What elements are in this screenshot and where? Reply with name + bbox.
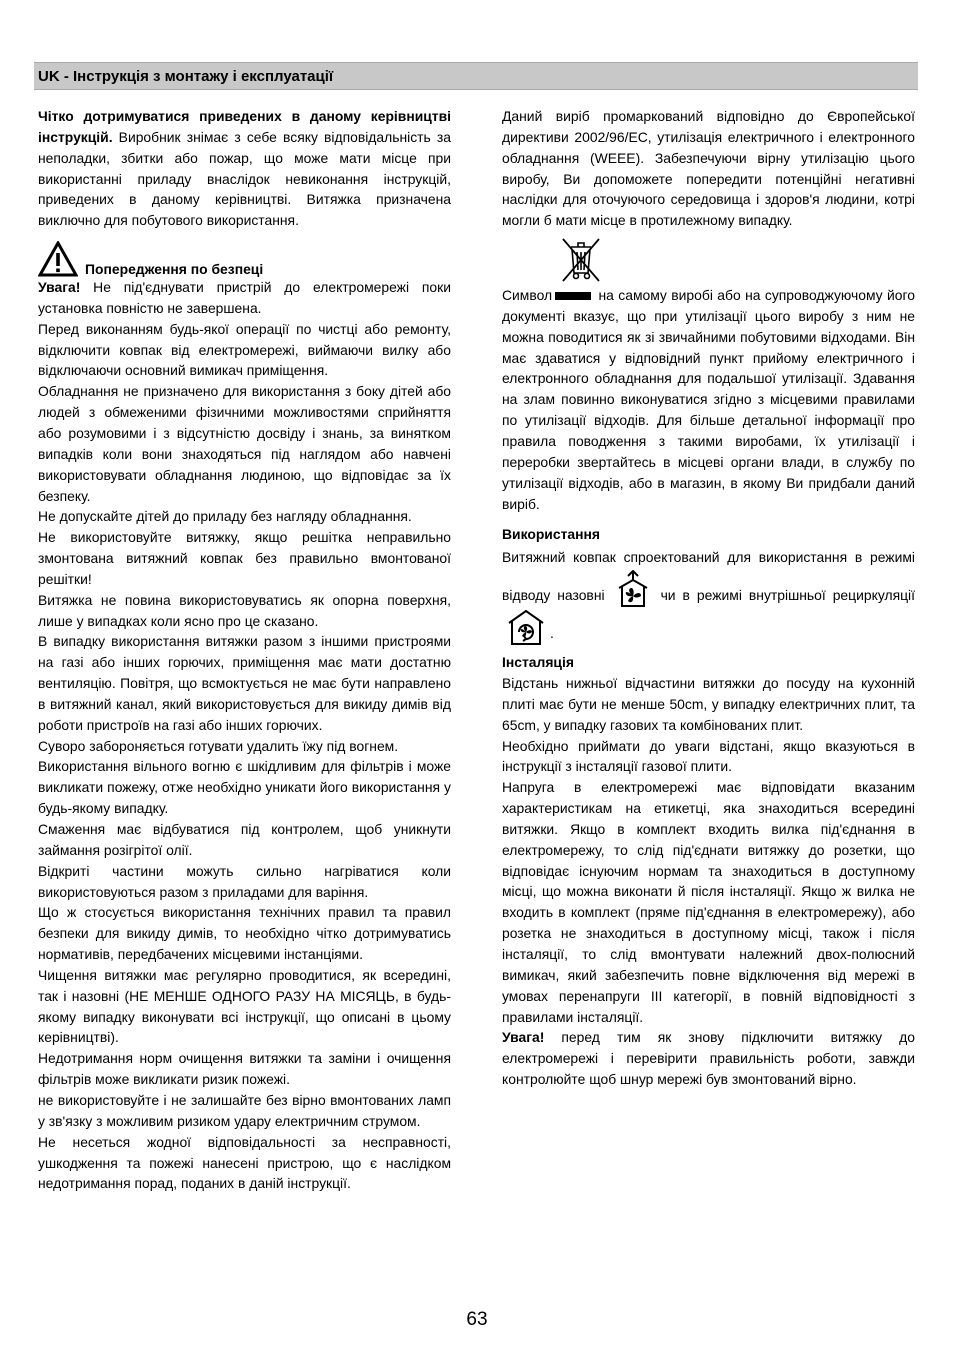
safety-title: Попередження по безпеці [85,261,264,278]
warning-triangle-icon [38,241,78,277]
safety-paragraph: Обладнання не призначено для використання з боку дітей або людей з обмеженими фізичними можливостями сприйняття або розумовими і з відсутністю досвіду і знань, за винятком випадків коли вони знаходяться під наглядом або навчені використовувати обладнання людиною, що відповідає за їх безпеку. [38,383,451,504]
safety-heading [38,241,451,277]
install-paragraph: Необхідно приймати до уваги відстані, якщо вказуються в інструкції з інсталяції газової плити. [502,737,915,775]
page-number: 63 [466,1309,488,1330]
install-paragraph: Напруга в електромережі має відповідати вказаним характеристикам на етикетці, яка знаходиться всередині витяжки. Якщо в комплект входить вилка під'єднання в електромережу, то слід під'єднати витяжку до розетки, що відповідає існуючим нормам та знаходиться в доступному місці, що можна виконати й після інсталяції. Якщо ж вилка не входить в комплект (пряме під'єднання в електромережу), або розетка не знаходиться в доступному місці, також і після інсталяції, то слід вмонтувати належний двох-полюсний вимикач, який забезпечить повне відключення від мережі в умовах перенапруги III категорії, в повній відповідності з правилами інсталяції. [502,779,915,1025]
safety-paragraph: Не допускайте дітей до приладу без нагляду обладнання. [38,508,412,525]
safety-paragraph: Перед виконанням будь-якої операції по чистці або ремонту, відключити ковпак від електромережі, виймаючи вилку або відключаючи основний вимикач приміщення. [38,320,451,379]
safety-paragraph: Що ж стосується використання технічних правил та правил безпеки для викиду димів, то необхідно чітко дотримуватись нормативів, передбачених місцевими інстанціями. [38,904,451,963]
safety-paragraph: В випадку використання витяжки разом з іншими пристроями на газі або інших горючих, приміщення має мати достатню вентиляцію. Повітря, що всмоктується не має бути направлено в витяжний канал, який використовується для викиду димів від роботи пристроїв на газі або інших горючих. [38,633,451,733]
left-column [38,106,451,1194]
crossed-bin-icon [559,235,603,283]
symbol-paragraph [502,285,915,514]
install-paragraph: Відстань нижньої відчастини витяжки до посуду на кухонній плиті має бути не менше 50cm, у випадку електричних плит, та 65cm, у випадку газових та комбінованих плит. [502,675,915,733]
intro-paragraph [38,106,451,231]
final-warning-text: перед тим як знову підключити витяжку до електромережі і перевірити правильність роботи, завжди контролюйте щоб шнур мережі був змонтований вірно. [502,1029,915,1088]
safety-paragraph: Не використовуйте витяжку, якщо решітка неправильно змонтована витяжний ковпак без правильно вмонтованої решітки! [38,529,451,587]
safety-paragraph: Не несеться жодної відповідальності за несправності, ушкодження та пожежі нанесені пристрою, що є наслідком недотримання порад, поданих в даній інструкції. [38,1133,451,1192]
safety-paragraph: Смаження має відбуватися під контролем, щоб уникнути займання розігрітої олії. [38,821,451,858]
intro-rest: Виробник знімає з себе всяку відповідальність за неполадки, збитки або пожар, що може мати місце при використанні приладу внаслідок невиконання інструкцій, приведених в даному керівництві. Витяжка призначена виключно для побутового використання. [38,128,451,229]
safety-paragraph: не використовуйте і не залишайте без вірно вмонтованих ламп у зв'язку з можливим ризиком удару електричним струмом. [38,1091,451,1129]
usage-title: Використання [502,526,600,543]
install-title: Інсталяція [502,654,574,671]
section-header [34,62,918,90]
warning-paragraph [38,277,451,319]
symbol-text: на самому виробі або на супроводжуючому його документі вказує, що при утилізації цього виробу з ним не можна поводитися як зі звичайними побутовими відходами. Він має здаватися у відповідний пункт прийому електричного і електронного обладнання для подальшої утилізації. Здавання на злам повинно виконуватися згідно з місцевими правилами по утилізації відходів. Для більше детальної інформації про правила поводження з такими виробами, їх утилізації і переробки звертайтесь в місцеві органи влади, в службу по утилізації відходів, або в магазин, в якому Ви придбали даний виріб. [502,287,915,512]
usage-text-1: Витяжний ковпак спроектований для використання в режимі відводу назовні [502,549,915,604]
final-warning-label: Увага! [502,1029,545,1046]
warning-label: Увага! [38,279,81,296]
symbol-label: Символ [502,287,553,304]
intro-bold: Чітко дотримуватися приведених в даному керівництві інструкцій. [38,108,451,145]
usage-text-3: . [550,625,554,642]
weee-symbol [559,235,915,285]
safety-paragraph: Відкриті частини можуть сильно нагріватися коли використовуються разом з приладами для варіння. [38,862,451,900]
exhaust-mode-icon [616,570,650,608]
safety-paragraph: Чищення витяжки має регулярно проводитися, як всередині, так і назовні (НЕ МЕНШЕ ОДНОГО РАЗУ НА МІСЯЦЬ, в будь-якому випадку виконувати всі інструкції, що описані в цьому керівництві). [38,966,451,1046]
weee-paragraph: Даний виріб промаркований відповідно до Європейської директиви 2002/96/EC, утилізація електричного і електронного обладнання (WEEE). Забезпечуючи вірну утилізацію цього виробу, Ви допоможете попередити потенційні негативні наслідки для оточуючого середовища і здоров'я людини, котрі могли б мати місце в протилежному випадку. [502,108,915,229]
safety-paragraph: Недотримання норм очищення витяжки та заміни і очищення фільтрів може викликати ризик пожежі. [38,1050,451,1088]
section-title: UK - Інструкція з монтажу і експлуатації [38,68,334,85]
safety-paragraph: Використання вільного вогню є шкідливим для фільтрів і може викликати пожежу, отже необхідно уникати його використання у будь-якому випадку. [38,758,451,817]
warning-text: Не під'єднувати пристрій до електромережі поки установка повністю не завершена. [38,279,451,316]
right-column [502,106,915,1090]
safety-paragraph: Суворо забороняється готувати удалить їжу під вогнем. [38,737,399,754]
recirculation-mode-icon [506,608,546,646]
usage-paragraph [502,545,915,646]
weee-bar-icon [555,292,591,300]
usage-text-2: чи в режимі внутрішньої рециркуляції [653,587,915,604]
final-warning-paragraph [502,1027,915,1090]
safety-paragraph: Витяжка не повина використовуватись як опорна поверхня, лише у випадках коли ясно про це сказано. [38,591,451,629]
